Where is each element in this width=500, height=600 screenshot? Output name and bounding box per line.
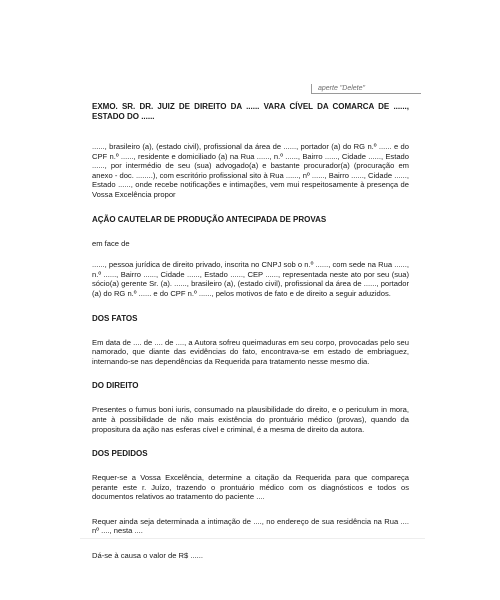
law-paragraph: Presentes o fumus boni iuris, consumado na plausibilidade do direito, e o periculum in mora, ante à possibilidade de não mais existência do prontuário médico (provas), quando da propositura da ação nas esferas cível e criminal, é a mesma de direito da autora. xyxy=(92,405,409,434)
court-address-heading: EXMO. SR. DR. JUIZ DE DIREITO DA ...... VARA CÍVEL DA COMARCA DE ......, ESTADO DO ...... xyxy=(92,102,409,121)
case-value-paragraph: Dá-se à causa o valor de R$ ...... xyxy=(92,551,204,561)
delete-hint-annotation xyxy=(311,84,421,94)
request-paragraph-2: Requer ainda seja determinada a intimação de ...., no endereço de sua residência na Rua .... nº ...., nesta .... xyxy=(92,516,409,536)
page-bottom-rule xyxy=(80,538,425,539)
defendant-paragraph: ......, pessoa jurídica de direito privado, inscrita no CNPJ sob o n.º ......, com sede na Rua ......, n.º ......, Bairro ......, Cidade ......, Estado ......, CEP ......, representada neste ato por seu (sua) sócio(a) gerente Sr. (a). ......, brasileiro (a), (estado civil), profissional da área de ......, portador (a) do RG n.º ...... e do CPF n.º ......, pelos motivos de fato e de direito a seguir aduzidos. xyxy=(92,260,409,298)
document-body xyxy=(92,102,409,576)
facts-heading: DOS FATOS xyxy=(92,313,138,323)
plaintiff-paragraph: ......, brasileiro (a), (estado civil), profissional da área de ......, portador (a) do RG n.º ...... e do CPF n.º ......, residente e domiciliado (a) na Rua ......, n.º ......, Bairro ......, Cidade ......, Estado ......, por intermédio de seu (sua) advogado(a) e bastante procurador(a) (procuração em anexo - doc. ........), com escritório profissional sito à Rua ......, nº ......, Bairro ......, Cidade ......, Estado ......, onde recebe notificações e intimações, vem mui respeitosamente à presença de Vossa Excelência propor xyxy=(92,142,409,199)
action-title: AÇÃO CAUTELAR DE PRODUÇÃO ANTECIPADA DE PROVAS xyxy=(92,214,327,224)
facts-paragraph: Em data de .... de .... de ...., a Autora sofreu queimaduras em seu corpo, provocadas pelo seu namorado, que diante das evidências do fato, encontrava-se em estado de embriaguez, internando-se nas dependências da Requerida para tratamento nesse mesmo dia. xyxy=(92,337,409,366)
requests-heading: DOS PEDIDOS xyxy=(92,449,148,459)
delete-hint-text: aperte "Delete" xyxy=(318,85,365,92)
law-heading: DO DIREITO xyxy=(92,381,139,391)
request-paragraph-1: Requer-se a Vossa Excelência, determine a citação da Requerida para que compareça perante este r. Juízo, trazendo o prontuário médico com os diagnósticos e todos os documentos relativos ao tratamento do paciente .... xyxy=(92,473,409,502)
against-text: em face de xyxy=(92,238,130,248)
